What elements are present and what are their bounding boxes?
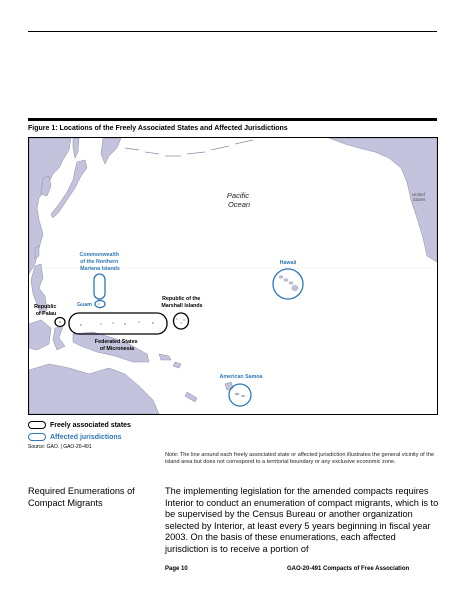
- legend-item-affected: [28, 431, 131, 443]
- hawaii-outline: [273, 269, 303, 299]
- samoa-label: American Samoa: [219, 374, 263, 380]
- ocean-label-line2: Ocean: [227, 200, 251, 209]
- map-svg: [29, 138, 437, 414]
- borneo-landmass: [29, 320, 51, 350]
- kamchatka-landmass: [101, 138, 121, 164]
- figure-source: Source: GAO. | GAO-20-491: [28, 444, 92, 450]
- guam-outline: [95, 301, 105, 308]
- samoa-islands: [235, 393, 245, 397]
- body-paragraph: The implementing legislation for the amended compacts requires Interior to conduct an enumeration of compact migrants, which is to be supervised by the Census Bureau or another organization selected by Interior, at least every 5 years beginning in fiscal year 2003. On the basis of these enumerations, each affected jurisdiction is to receive a portion of: [165, 486, 439, 554]
- page-number: Page 10: [165, 566, 188, 572]
- fiji-islands: [225, 382, 233, 390]
- palau-label: Republic of Palau: [34, 304, 57, 317]
- samoa-outline: [229, 384, 251, 406]
- cnmi-outline: [94, 274, 105, 299]
- report-footer: GAO-20-491 Compacts of Free Association: [287, 566, 410, 572]
- guam-label: Guam: [76, 302, 92, 308]
- cnmi-label: Commonwealth of the Northern Mariana Islands: [79, 252, 120, 272]
- fsm-label: Federated States of Micronesia: [94, 339, 138, 352]
- sulawesi-landmass: [53, 326, 65, 350]
- figure-rule: [28, 118, 437, 121]
- fsm-outline: [69, 313, 167, 334]
- hawaii-islands: [279, 276, 298, 291]
- ocean-label-line1: Pacific: [226, 191, 249, 200]
- solomon-islands: [159, 354, 181, 368]
- hawaii-label: Hawaii: [279, 260, 297, 266]
- australia-landmass: [29, 364, 159, 414]
- ocean-label: [227, 191, 251, 209]
- figure-title: Figure 1: Locations of the Freely Associated States and Affected Jurisdictions: [28, 125, 288, 132]
- blue-ring-icon: [28, 433, 46, 441]
- new-caledonia: [185, 392, 197, 402]
- legend-item-freely-associated: [28, 419, 131, 431]
- united-states-label: United States: [411, 192, 426, 202]
- marshall-label: Republic of the Marshall Islands: [161, 296, 203, 309]
- marshall-outline: [174, 313, 189, 329]
- map-legend: [28, 419, 131, 443]
- taiwan-landmass: [35, 246, 39, 258]
- figure-note: Note: The line around each freely associated state or affected jurisdiction illustrates the general vicinity of the island area but does not correspond to a territorial boundary or any exclusive economic zone.: [165, 452, 435, 466]
- legend-label-freely-associated: Freely associated states: [50, 421, 131, 429]
- aleutian-islands: [125, 140, 253, 156]
- pacific-map: [28, 137, 438, 415]
- black-ring-icon: [28, 421, 46, 429]
- sakhalin-landmass: [73, 138, 79, 158]
- legend-label-affected: Affected jurisdictions: [50, 433, 122, 441]
- side-heading: Required Enumerations of Compact Migrants: [28, 486, 135, 508]
- header-rule: [28, 31, 437, 32]
